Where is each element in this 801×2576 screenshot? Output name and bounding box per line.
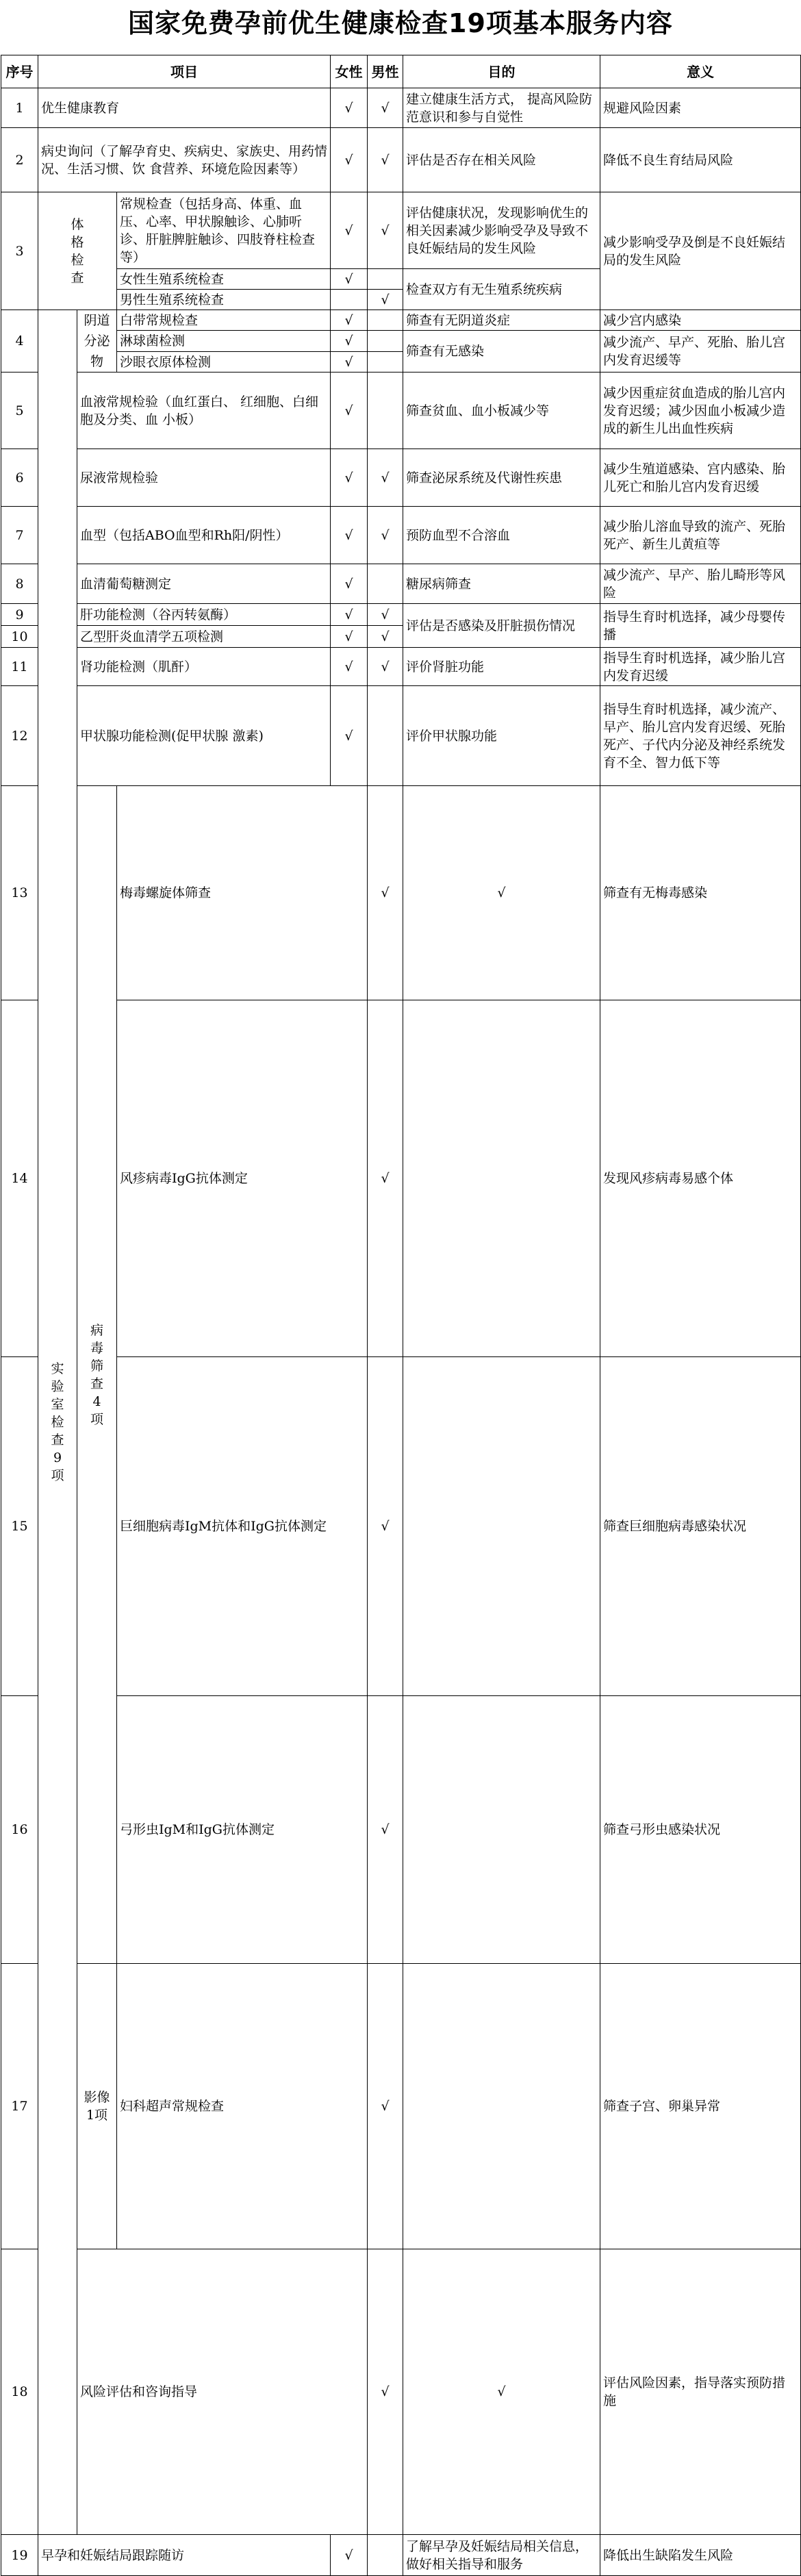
col-header-purpose: 目的: [403, 55, 600, 88]
item-cell: 尿液常规检验: [77, 449, 331, 507]
male-check: √: [368, 604, 403, 626]
female-check: √: [368, 1964, 403, 2249]
col-header-female: 女性: [331, 55, 368, 88]
male-check: √: [368, 507, 403, 564]
female-check: √: [331, 269, 368, 290]
group-virus-screening: 病毒筛查4项: [77, 786, 117, 1964]
row-number: 4: [1, 310, 38, 372]
purpose-cell: 评价甲状腺功能: [403, 686, 600, 786]
row-number: 18: [1, 2249, 38, 2535]
table-row: [1, 786, 801, 1000]
female-check: √: [368, 1000, 403, 1357]
row-number: 10: [1, 626, 38, 648]
row-number: 13: [1, 786, 38, 1000]
male-empty: [403, 1964, 600, 2249]
purpose-cell: 了解早孕及妊娠结局相关信息，做好相关指导和服务: [403, 2535, 600, 2576]
service-table: [1, 55, 801, 2576]
page-title: 国家免费孕前优生健康检查19项基本服务内容: [128, 8, 673, 38]
item-cell: 风险评估和咨询指导: [77, 2249, 368, 2535]
purpose-cell: 筛查弓形虫感染状况: [600, 1696, 801, 1964]
meaning-cell: 减少影响受孕及倒是不良妊娠结局的发生风险: [600, 192, 801, 310]
table-row: [1, 331, 801, 352]
meaning-cell: 减少流产、早产、胎儿畸形等风险: [600, 564, 801, 604]
meaning-cell: 指导生育时机选择，减少胎儿宫内发育迟缓: [600, 648, 801, 686]
col-header-male: 男性: [368, 55, 403, 88]
row-number: 1: [1, 88, 38, 128]
meaning-cell: 降低出生缺陷发生风险: [600, 2535, 801, 2576]
item-cell: 淋球菌检测: [117, 331, 331, 352]
female-check: √: [368, 1357, 403, 1696]
row-number: 7: [1, 507, 38, 564]
purpose-cell: 筛查有无阴道炎症: [403, 310, 600, 331]
female-check: √: [368, 1696, 403, 1964]
table-row: [1, 1964, 801, 2249]
item-cell: 弓形虫IgM和IgG抗体测定: [117, 1696, 368, 1964]
purpose-cell: 筛查泌尿系统及代谢性疾患: [403, 449, 600, 507]
meaning-cell: 减少胎儿溶血导致的流产、死胎死产、新生儿黄疸等: [600, 507, 801, 564]
row-number: 19: [1, 2535, 38, 2576]
purpose-cell: 筛查有无梅毒感染: [600, 786, 801, 1000]
male-empty: [403, 1696, 600, 1964]
table-row: [1, 1000, 801, 1357]
female-check: √: [331, 128, 368, 192]
female-check: √: [368, 786, 403, 1000]
female-check: √: [331, 648, 368, 686]
group-vaginal-secretion: 阴道分泌物: [77, 310, 117, 372]
purpose-cell: 发现风疹病毒易感个体: [600, 1000, 801, 1357]
purpose-cell: 糖尿病筛查: [403, 564, 600, 604]
female-check: √: [331, 372, 368, 449]
male-check: √: [403, 2249, 600, 2535]
male-empty: [368, 352, 403, 372]
purpose-cell: 检查双方有无生殖系统疾病: [403, 269, 600, 310]
row-number: 12: [1, 686, 38, 786]
group-physical-exam: 体格检查: [38, 192, 117, 310]
table-row: [1, 507, 801, 564]
meaning-cell: 指导生育时机选择，减少流产、早产、胎儿宫内发育迟缓、死胎死产、子代内分泌及神经系统发育不全、智力低下等: [600, 686, 801, 786]
item-cell: 常规检查（包括身高、体重、血压、心率、甲状腺触诊、心肺听诊、肝脏脾脏触诊、四肢脊柱检查等）: [117, 192, 331, 269]
item-cell: 沙眼衣原体检测: [117, 352, 331, 372]
male-empty: [368, 372, 403, 449]
row-number: 11: [1, 648, 38, 686]
col-header-no: 序号: [1, 55, 38, 88]
purpose-cell: 评估健康状况，发现影响优生的相关因素减少影响受孕及导致不良妊娠结局的发生风险: [403, 192, 600, 269]
item-cell: 梅毒螺旋体筛查: [117, 786, 368, 1000]
meaning-cell: 降低不良生育结局风险: [600, 128, 801, 192]
item-cell: 甲状腺功能检测(促甲状腺 激素): [77, 686, 331, 786]
item-cell: 男性生殖系统检查: [117, 290, 331, 310]
purpose-cell: 建立健康生活方式， 提高风险防范意识和参与自觉性: [403, 88, 600, 128]
female-check: √: [368, 2249, 403, 2535]
row-number: 2: [1, 128, 38, 192]
male-check: √: [368, 449, 403, 507]
table-row: [1, 1357, 801, 1696]
male-check: √: [368, 290, 403, 310]
purpose-cell: 筛查巨细胞病毒感染状况: [600, 1357, 801, 1696]
col-header-meaning: 意义: [600, 55, 801, 88]
table-row: [1, 564, 801, 604]
item-cell: 风疹病毒IgG抗体测定: [117, 1000, 368, 1357]
row-number: 3: [1, 192, 38, 310]
item-cell: 白带常规检查: [117, 310, 331, 331]
male-empty: [368, 686, 403, 786]
purpose-cell: 筛查有无感染: [403, 331, 600, 372]
table-row: [1, 604, 801, 626]
female-check: √: [331, 310, 368, 331]
purpose-cell: 评估是否感染及肝脏损伤情况: [403, 604, 600, 648]
purpose-cell: 评估是否存在相关风险: [403, 128, 600, 192]
table-row: [1, 686, 801, 786]
item-cell: 血液常规检验（血红蛋白、 红细胞、白细胞及分类、血 小板）: [77, 372, 331, 449]
row-number: 9: [1, 604, 38, 626]
male-empty: [403, 1357, 600, 1696]
table-header-row: [1, 55, 801, 88]
row-number: 14: [1, 1000, 38, 1357]
female-check: √: [331, 686, 368, 786]
item-cell: 肝功能检测（谷丙转氨酶）: [77, 604, 331, 626]
meaning-cell: 规避风险因素: [600, 88, 801, 128]
purpose-cell: 预防血型不合溶血: [403, 507, 600, 564]
male-check: √: [403, 786, 600, 1000]
row-number: 6: [1, 449, 38, 507]
row-number: 8: [1, 564, 38, 604]
male-check: √: [368, 626, 403, 648]
male-empty: [368, 310, 403, 331]
item-cell: 血型（包括ABO血型和Rh阳/阴性）: [77, 507, 331, 564]
table-row: [1, 88, 801, 128]
meaning-cell: 指导生育时机选择，减少母婴传播: [600, 604, 801, 648]
meaning-cell: 减少生殖道感染、宫内感染、胎儿死亡和胎儿宫内发育迟缓: [600, 449, 801, 507]
female-check: √: [331, 507, 368, 564]
table-row: [1, 128, 801, 192]
table-row: [1, 1696, 801, 1964]
item-cell: 巨细胞病毒IgM抗体和IgG抗体测定: [117, 1357, 368, 1696]
female-check: √: [331, 564, 368, 604]
female-check: √: [331, 604, 368, 626]
item-cell: 乙型肝炎血清学五项检测: [77, 626, 331, 648]
table-row: [1, 192, 801, 269]
male-empty: [368, 564, 403, 604]
row-number: 16: [1, 1696, 38, 1964]
purpose-cell: 筛查子宫、卵巢异常: [600, 1964, 801, 2249]
group-imaging: 影像1项: [77, 1964, 117, 2249]
row-number: 17: [1, 1964, 38, 2249]
female-check: √: [331, 2535, 368, 2576]
male-check: √: [368, 192, 403, 269]
item-cell: 肾功能检测（肌酐）: [77, 648, 331, 686]
row-number: 15: [1, 1357, 38, 1696]
item-cell: 血清葡萄糖测定: [77, 564, 331, 604]
male-check: √: [368, 128, 403, 192]
item-cell: 病史询问（了解孕育史、疾病史、家族史、用药情况、生活习惯、饮 食营养、环境危险因素等）: [38, 128, 331, 192]
male-empty: [368, 2535, 403, 2576]
purpose-cell: 评价肾脏功能: [403, 648, 600, 686]
female-empty: [331, 290, 368, 310]
purpose-cell: 筛查贫血、血小板减少等: [403, 372, 600, 449]
item-cell: 优生健康教育: [38, 88, 331, 128]
male-check: √: [368, 648, 403, 686]
table-row: [1, 372, 801, 449]
female-check: √: [331, 88, 368, 128]
purpose-cell: 评估风险因素，指导落实预防措施: [600, 2249, 801, 2535]
table-row: [1, 2535, 801, 2576]
table-row: [1, 310, 801, 331]
table-row: [1, 648, 801, 686]
male-empty: [368, 269, 403, 290]
item-cell: 妇科超声常规检查: [117, 1964, 368, 2249]
male-empty: [368, 331, 403, 352]
meaning-cell: 减少宫内感染: [600, 310, 801, 331]
meaning-cell: 减少流产、早产、死胎、胎儿宫内发育迟缓等: [600, 331, 801, 372]
male-check: √: [368, 88, 403, 128]
female-check: √: [331, 192, 368, 269]
female-check: √: [331, 626, 368, 648]
item-cell: 女性生殖系统检查: [117, 269, 331, 290]
item-cell: 早孕和妊娠结局跟踪随访: [38, 2535, 331, 2576]
meaning-cell: 减少因重症贫血造成的胎儿宫内发育迟缓；减少因血小板减少造成的新生儿出血性疾病: [600, 372, 801, 449]
col-header-item: 项目: [38, 55, 331, 88]
table-row: [1, 449, 801, 507]
female-check: √: [331, 352, 368, 372]
group-lab-tests: 实验室检查9项: [38, 310, 77, 2535]
male-empty: [403, 1000, 600, 1357]
table-row: [1, 2249, 801, 2535]
row-number: 5: [1, 372, 38, 449]
female-check: √: [331, 331, 368, 352]
female-check: √: [331, 449, 368, 507]
